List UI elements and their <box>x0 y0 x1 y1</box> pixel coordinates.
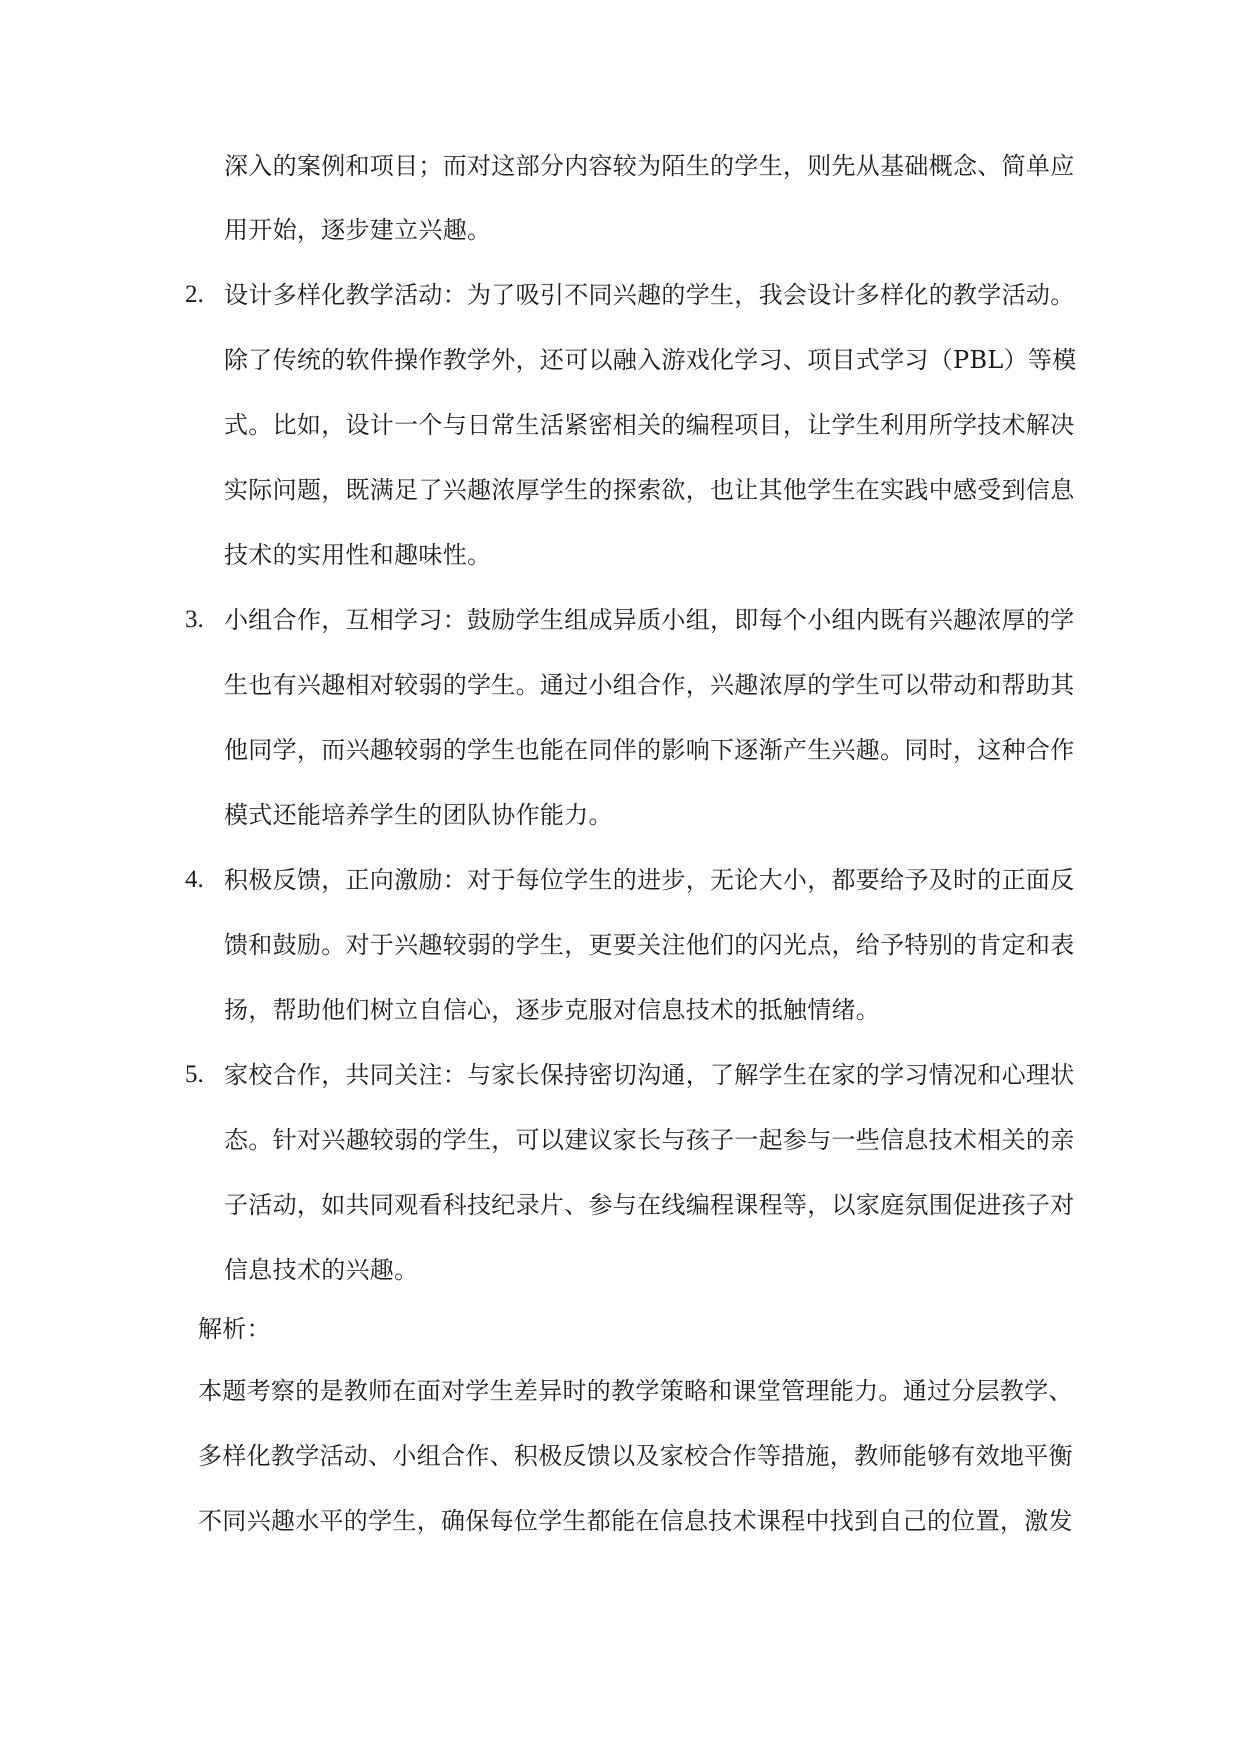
analysis-line-1: 本题考察的是教师在面对学生差异时的教学策略和课堂管理能力。通过分层教学、 <box>198 1377 1073 1405</box>
item-4-number: 4. <box>185 866 204 893</box>
item-5-line-3: 子活动，如共同观看科技纪录片、参与在线编程课程等，以家庭氛围促进孩子对 <box>224 1191 1075 1219</box>
item-4-line-3: 扬，帮助他们树立自信心，逐步克服对信息技术的抵触情绪。 <box>224 996 881 1024</box>
item-2-line-2: 除了传统的软件操作教学外，还可以融入游戏化学习、项目式学习（PBL）等模 <box>224 346 1077 374</box>
item-5-number: 5. <box>185 1061 204 1088</box>
item-5-line-1: 家校合作，共同关注：与家长保持密切沟通，了解学生在家的学习情况和心理状 <box>224 1061 1075 1089</box>
item-2-line-5: 技术的实用性和趣味性。 <box>224 541 492 569</box>
item-5-line-2: 态。针对兴趣较弱的学生，可以建议家长与孩子一起参与一些信息技术相关的亲 <box>224 1126 1075 1154</box>
item-4-line-2: 馈和鼓励。对于兴趣较弱的学生，更要关注他们的闪光点，给予特别的肯定和表 <box>224 931 1075 959</box>
analysis-line-2: 多样化教学活动、小组合作、积极反馈以及家校合作等措施，教师能够有效地平衡 <box>198 1442 1073 1470</box>
item-4-line-1: 积极反馈，正向激励：对于每位学生的进步，无论大小，都要给予及时的正面反 <box>224 866 1075 894</box>
item-2-number: 2. <box>185 281 204 308</box>
item-5-line-4: 信息技术的兴趣。 <box>224 1256 419 1284</box>
item-2-line-1: 设计多样化教学活动：为了吸引不同兴趣的学生，我会设计多样化的教学活动。 <box>224 281 1075 309</box>
item-3-line-3: 他同学，而兴趣较弱的学生也能在同伴的影响下逐渐产生兴趣。同时，这种合作 <box>224 736 1075 764</box>
item-3-line-2: 生也有兴趣相对较弱的学生。通过小组合作，兴趣浓厚的学生可以带动和帮助其 <box>224 671 1075 699</box>
analysis-line-3: 不同兴趣水平的学生，确保每位学生都能在信息技术课程中找到自己的位置，激发 <box>198 1507 1073 1535</box>
item-2-line-3: 式。比如，设计一个与日常生活紧密相关的编程项目，让学生利用所学技术解决 <box>224 411 1075 439</box>
item-3-number: 3. <box>185 606 204 633</box>
continuation-line-1: 深入的案例和项目；而对这部分内容较为陌生的学生，则先从基础概念、简单应 <box>224 152 1075 180</box>
item-2-line-4: 实际问题，既满足了兴趣浓厚学生的探索欲，也让其他学生在实践中感受到信息 <box>224 476 1075 504</box>
analysis-heading: 解析： <box>198 1315 271 1343</box>
item-3-line-4: 模式还能培养学生的团队协作能力。 <box>224 801 613 829</box>
item-3-line-1: 小组合作，互相学习：鼓励学生组成异质小组，即每个小组内既有兴趣浓厚的学 <box>224 606 1075 634</box>
continuation-line-2: 用开始，逐步建立兴趣。 <box>224 216 492 244</box>
